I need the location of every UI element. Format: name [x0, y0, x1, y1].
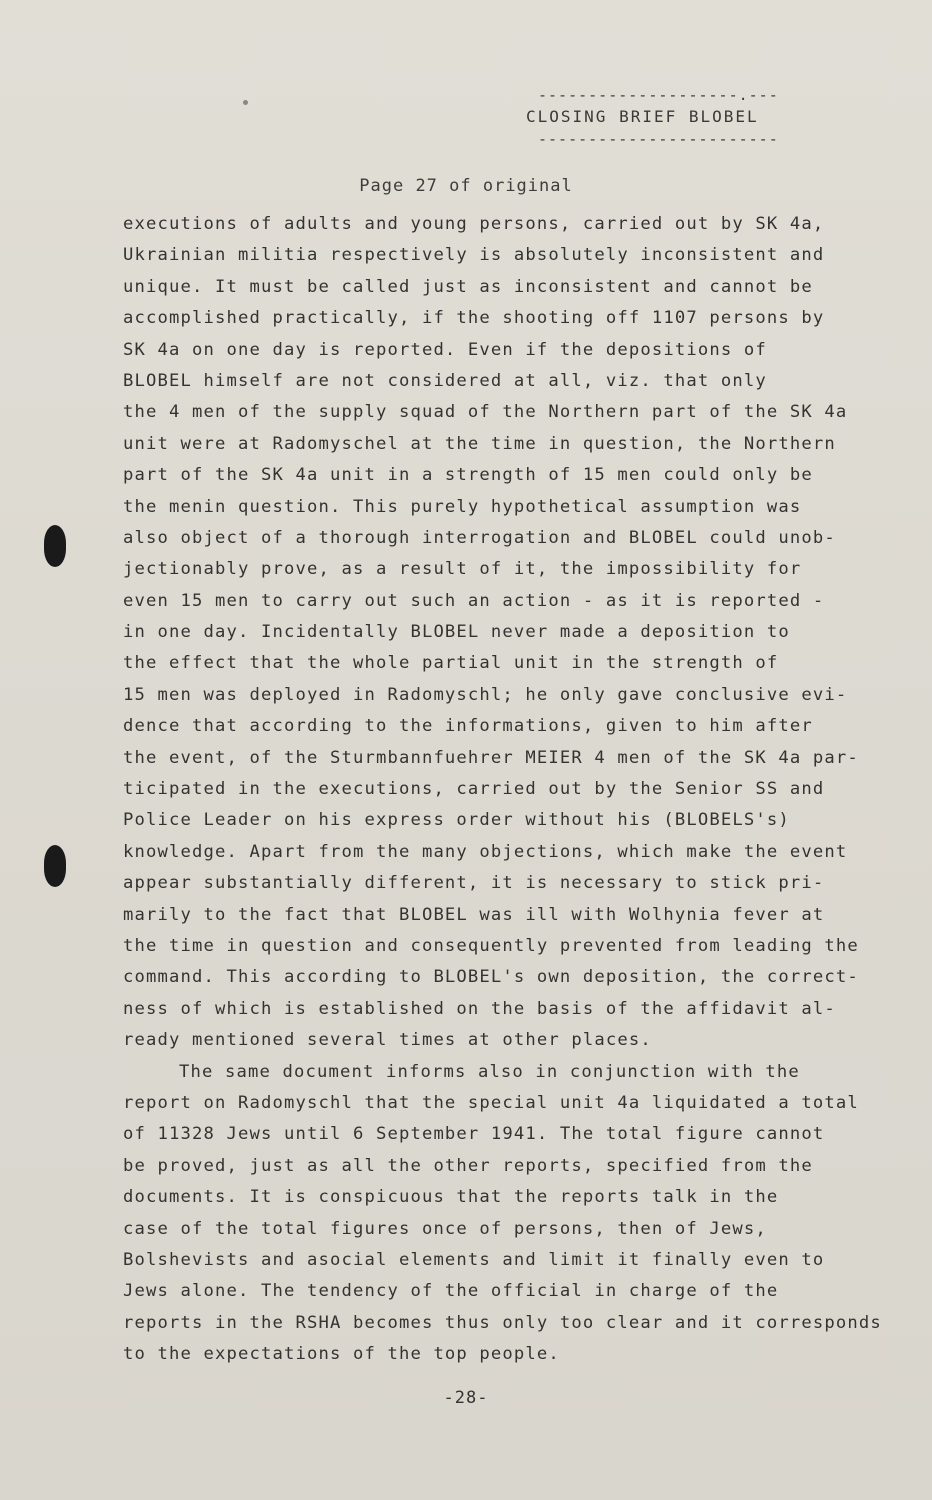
body-line: ticipated in the executions, carried out by the Senior SS and: [123, 779, 825, 800]
page-reference: Page 27 of original: [359, 176, 573, 196]
body-line: the event, of the Sturmbannfuehrer MEIER 4 men of the SK 4a par-: [123, 747, 859, 768]
body-line: accomplished practically, if the shooting off 1107 persons by: [123, 308, 825, 329]
body-line: command. This according to BLOBEL's own deposition, the correct-: [123, 967, 859, 988]
body-line: reports in the RSHA becomes thus only too clear and it corresponds: [123, 1312, 882, 1333]
body-line: also object of a thorough interrogation and BLOBEL could unob-: [123, 527, 836, 548]
page-number: -28-: [443, 1388, 489, 1408]
body-line: case of the total figures once of persons, then of Jews,: [123, 1218, 767, 1239]
body-line: Ukrainian militia respectively is absolutely inconsistent and: [123, 245, 825, 266]
body-line: be proved, just as all the other reports, specified from the: [123, 1155, 813, 1176]
body-line: ready mentioned several times at other places.: [123, 1030, 652, 1051]
body-line: unique. It must be called just as inconsistent and cannot be: [123, 276, 813, 297]
body-line: Jews alone. The tendency of the official in charge of the: [123, 1281, 779, 1302]
body-line: ness of which is established on the basis of the affidavit al-: [123, 998, 836, 1019]
header-rule-bottom: ------------------------: [538, 130, 779, 148]
body-line: the menin question. This purely hypothetical assumption was: [123, 496, 802, 517]
body-line: SK 4a on one day is reported. Even if the depositions of: [123, 339, 767, 360]
body-line: jectionably prove, as a result of it, the impossibility for: [123, 559, 802, 580]
body-line: appear substantially different, it is necessary to stick pri-: [123, 873, 825, 894]
document-header: [512, 86, 812, 148]
document-title: CLOSING BRIEF BLOBEL: [526, 107, 759, 126]
punch-hole-top: [44, 525, 66, 567]
body-line: executions of adults and young persons, carried out by SK 4a,: [123, 214, 825, 234]
body-line: the time in question and consequently prevented from leading the: [123, 935, 859, 956]
body-line: Bolshevists and asocial elements and limit it finally even to: [123, 1249, 825, 1270]
body-line: the 4 men of the supply squad of the Northern part of the SK 4a: [123, 402, 848, 423]
body-line: 15 men was deployed in Radomyschl; he only gave conclusive evi-: [123, 684, 848, 705]
body-line: of 11328 Jews until 6 September 1941. The total figure cannot: [123, 1124, 825, 1145]
body-line: documents. It is conspicuous that the reports talk in the: [123, 1187, 779, 1208]
body-line: The same document informs also in conjunction with the: [179, 1061, 800, 1082]
body-line: to the expectations of the top people.: [123, 1344, 560, 1365]
body-line: report on Radomyschl that the special unit 4a liquidated a total: [123, 1092, 859, 1113]
body-line: marily to the fact that BLOBEL was ill with Wolhynia fever at: [123, 904, 825, 925]
header-rule-top: --------------------.---: [538, 86, 779, 104]
body-line: unit were at Radomyschel at the time in question, the Northern: [123, 433, 836, 454]
body-line: the effect that the whole partial unit in the strength of: [123, 653, 779, 674]
body-line: in one day. Incidentally BLOBEL never made a deposition to: [123, 622, 790, 643]
body-line: even 15 men to carry out such an action - as it is reported -: [123, 590, 825, 611]
body-line: dence that according to the informations, given to him after: [123, 716, 813, 737]
body-line: knowledge. Apart from the many objections, which make the event: [123, 841, 848, 862]
body-line: BLOBEL himself are not considered at all, viz. that only: [123, 370, 767, 391]
paper-speck: [243, 100, 248, 105]
body-line: part of the SK 4a unit in a strength of 15 men could only be: [123, 465, 813, 486]
punch-hole-bottom: [44, 845, 66, 887]
body-line: Police Leader on his express order without his (BLOBELS's): [123, 810, 790, 831]
body-text: [123, 209, 882, 1370]
